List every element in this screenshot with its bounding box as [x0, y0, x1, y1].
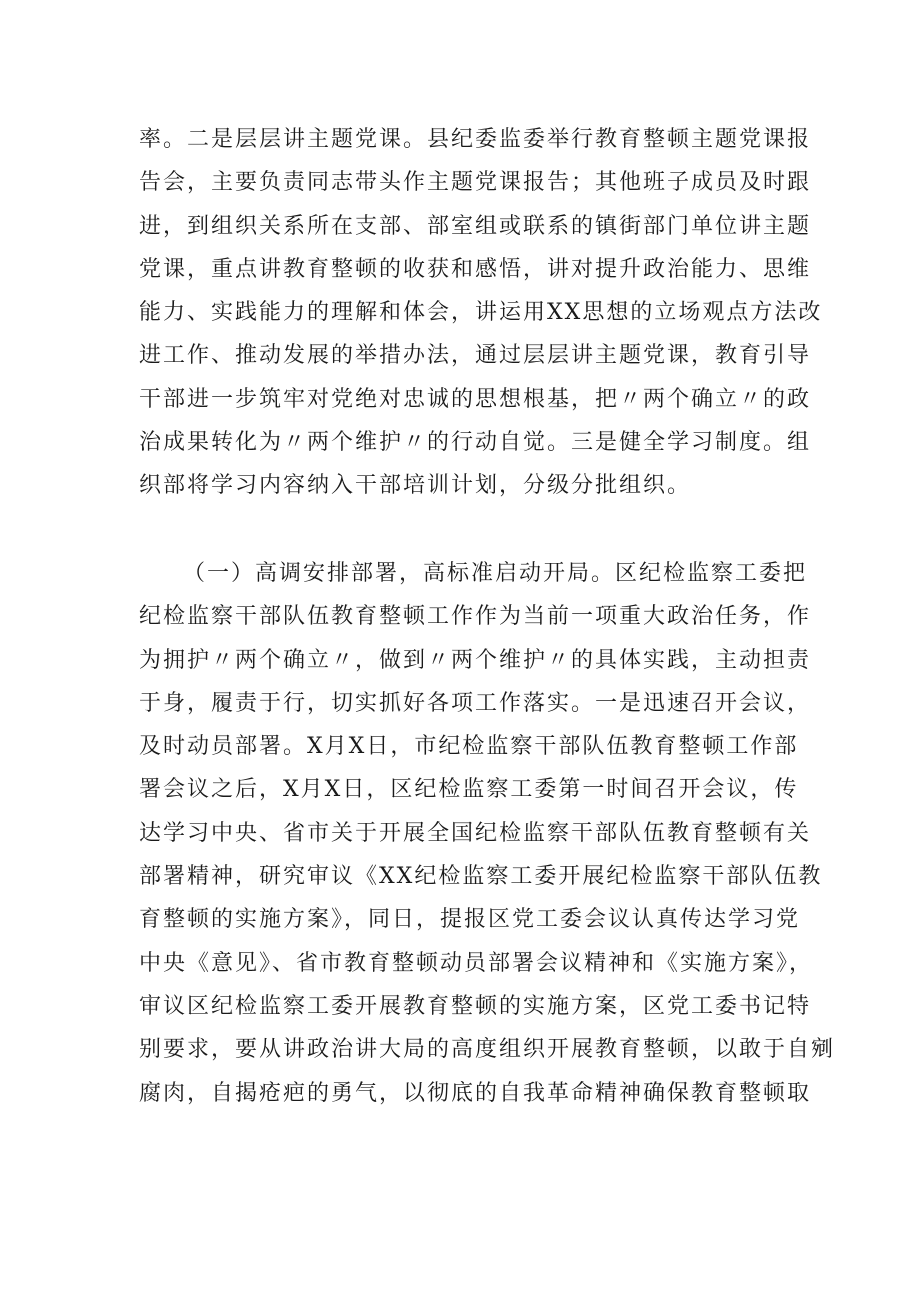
text-line: 审议区纪检监察工委开展教育整顿的实施方案，区党工委书记特: [139, 993, 812, 1019]
text-line: 腐肉，自揭疮疤的勇气，以彻底的自我革命精神确保教育整顿取: [139, 1080, 812, 1106]
text-line: 中央《意见》、省市教育整顿动员部署会议精神和《实施方案》，: [139, 950, 814, 976]
text-line: 治成果转化为〃两个维护〃的行动自觉。三是健全学习制度。组: [139, 430, 812, 456]
text-line: 署会议之后，X月X日，区纪检监察工委第一时间召开会议，传: [139, 777, 799, 803]
text-line: 育整顿的实施方案》，同日，提报区党工委会议认真传达学习党: [139, 907, 801, 933]
text-line: 进，到组织关系所在支部、部室组或联系的镇街部门单位讲主题: [139, 213, 812, 239]
text-line: 纪检监察干部队伍教育整顿工作作为当前一项重大政治任务，作: [139, 604, 812, 630]
paragraph-deployment: [139, 552, 836, 1115]
text-line: 能力、实践能力的理解和体会，讲运用XX思想的立场观点方法改: [139, 300, 823, 326]
text-line: 于身，履责于行，切实抓好各项工作落实。一是迅速召开会议，: [139, 690, 812, 716]
text-line: 达学习中央、省市关于开展全国纪检监察干部队伍教育整顿有关: [139, 820, 812, 846]
text-line: 告会，主要负责同志带头作主题党课报告；其他班子成员及时跟: [139, 170, 812, 196]
paragraph-study-measures: [139, 118, 823, 508]
text-line: 织部将学习内容纳入干部培训计划，分级分批组织。: [139, 473, 692, 499]
text-line: 率。二是层层讲主题党课。县纪委监委举行教育整顿主题党课报: [139, 127, 812, 152]
text-line: 部署精神，研究审议《XX纪检监察工委开展纪检监察干部队伍教: [139, 864, 823, 890]
text-line: 党课，重点讲教育整顿的收获和感悟，讲对提升政治能力、思维: [139, 256, 812, 282]
text-line: 为拥护〃两个确立〃，做到〃两个维护〃的具体实践，主动担责: [139, 647, 812, 673]
text-line: 进工作、推动发展的举措办法，通过层层讲主题党课，教育引导: [139, 343, 812, 369]
text-line: 别要求，要从讲政治讲大局的高度组织开展教育整顿，以敢于自剜: [139, 1037, 836, 1063]
text-line: 干部进一步筑牢对党绝对忠诚的思想根基，把〃两个确立〃的政: [139, 386, 812, 412]
section-heading-line: （一）高调安排部署，高标准启动开局。区纪检监察工委把: [183, 561, 808, 586]
text-line: 及时动员部署。X月X日，市纪检监察干部队伍教育整顿工作部: [139, 734, 799, 760]
